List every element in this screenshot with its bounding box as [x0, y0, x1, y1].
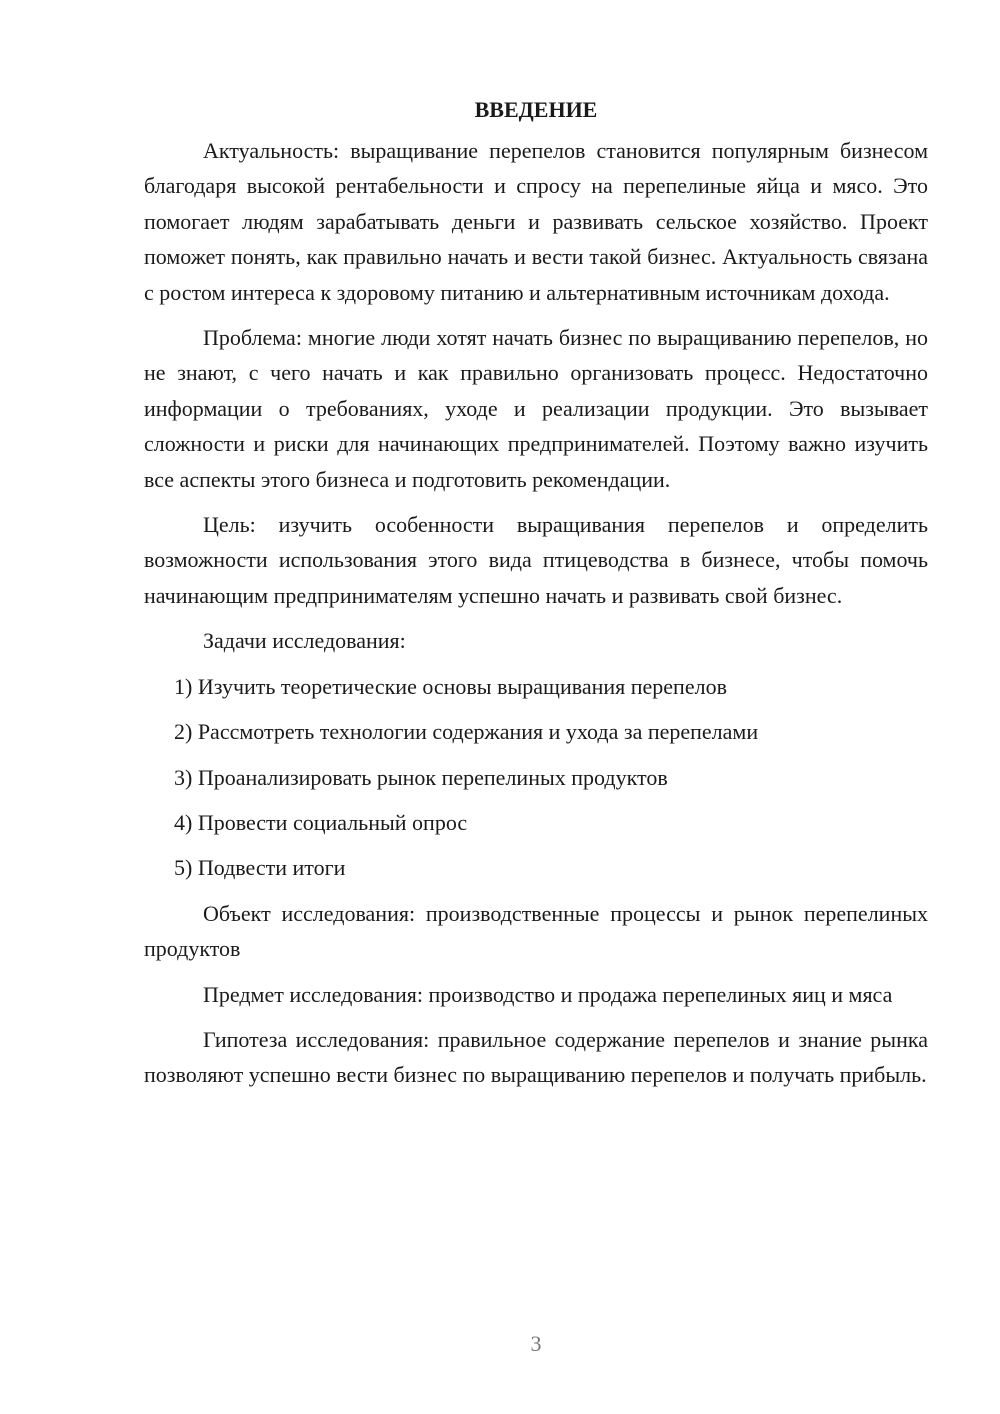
tasks-heading: Задачи исследования: [203, 628, 406, 654]
problem-paragraph: Проблема: многие люди хотят начать бизнес по выращиванию перепелов, но не знают, с чего начать и как правильно организовать процесс. Недостаточно информации о требованиях, уходе и реализации продукции. Это вызывает сложности и риски для начинающих предпринимателей. Поэтому важно изучить все аспекты этого бизнеса и подготовить рекомендации. [144, 325, 928, 492]
subject-paragraph: Предмет исследования: производство и продажа перепелиных яиц и мяса [203, 981, 893, 1007]
tasks-list [144, 669, 928, 886]
relevance-paragraph: Актуальность: выращивание перепелов становится популярным бизнесом благодаря высокой рентабельности и спросу на перепелиные яйца и мясо. Это помогает людям зарабатывать деньги и развивать сельское хозяйство. Проект поможет понять, как правильно начать и вести такой бизнес. Актуальность связана с ростом интереса к здоровому питанию и альтернативным источникам дохода. [144, 138, 928, 305]
object-paragraph: Объект исследования: производственные процессы и рынок перепелиных продуктов [144, 900, 928, 962]
section-title: ВВЕДЕНИЕ [474, 97, 598, 122]
task-item: 2) Рассмотреть технологии содержания и ухода за перепелами [174, 719, 759, 745]
task-item: 5) Подвести итоги [174, 855, 346, 881]
task-item: 1) Изучить теоретические основы выращивания перепелов [174, 673, 727, 699]
hypothesis-paragraph: Гипотеза исследования: правильное содержание перепелов и знание рынка позволяют успешно вести бизнес по выращиванию перепелов и получать прибыль. [144, 1026, 928, 1088]
document-page [144, 92, 928, 1103]
task-item: 3) Проанализировать рынок перепелиных продуктов [174, 764, 668, 790]
page-number: 3 [530, 1331, 542, 1356]
goal-paragraph: Цель: изучить особенности выращивания перепелов и определить возможности использования этого вида птицеводства в бизнесе, чтобы помочь начинающим предпринимателям успешно начать и развивать свой бизнес. [144, 512, 928, 608]
task-item: 4) Провести социальный опрос [174, 809, 468, 835]
